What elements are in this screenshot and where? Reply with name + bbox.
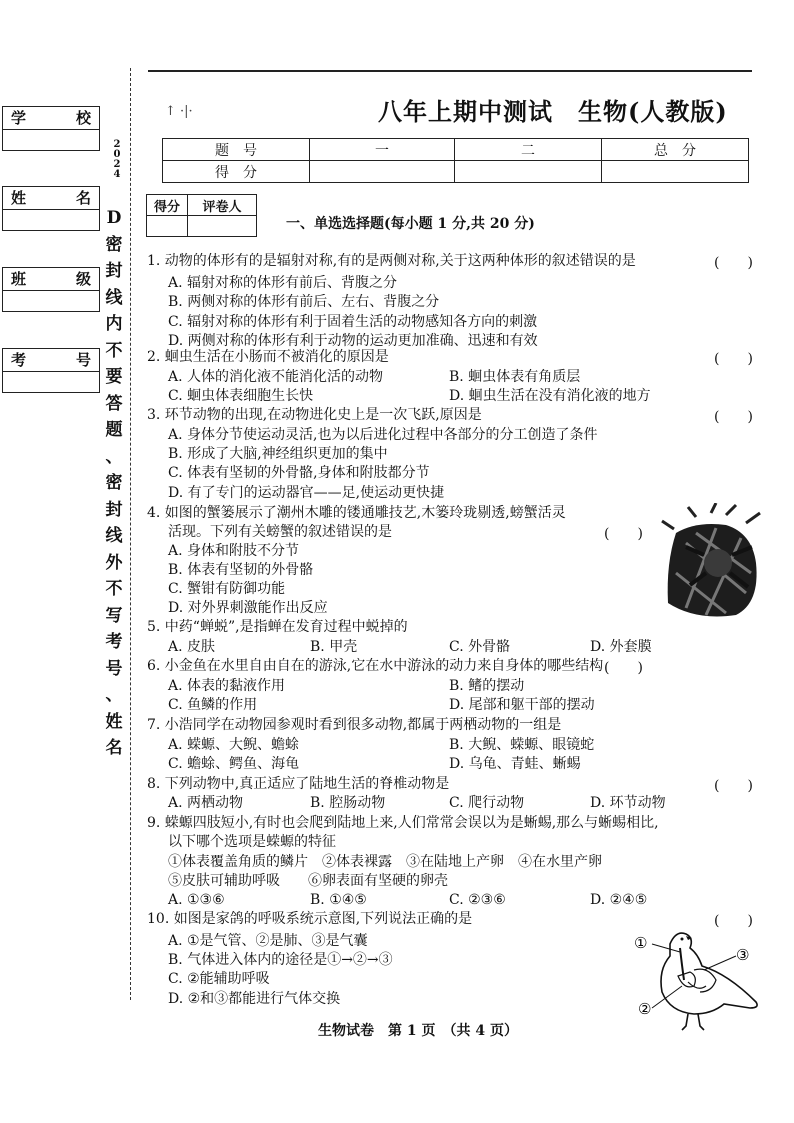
year-digit: 0 (113, 149, 121, 160)
answer-option: C. 辐射对称的体形有利于固着生活的动物感知各方向的刺激 (168, 314, 538, 330)
answer-option: ⑤皮肤可辅助呼吸 ⑥卵表面有坚硬的卵壳 (168, 873, 448, 889)
answer-option: B. 腔肠动物 (310, 795, 386, 811)
answer-option: B. 两侧对称的体形有前后、左右、背腹之分 (168, 294, 440, 310)
seal-char: 外 (105, 552, 123, 573)
seal-char: 封 (105, 261, 123, 281)
school-label-b: 校 (75, 109, 91, 127)
name-label-a: 姓 (11, 189, 27, 207)
school-field (2, 106, 100, 151)
answer-option: ①体表覆盖角质的鳞片 ②体表裸露 ③在陆地上产卵 ④在水里产卵 (168, 854, 602, 870)
seal-char: 、 (105, 685, 123, 705)
answer-option: A. 蝾螈、大鲵、蟾蜍 (168, 737, 300, 753)
question-stem: 1. 动物的体形有的是辐射对称,有的是两侧对称,关于这两种体形的叙述错误的是 (147, 253, 636, 269)
grader-score-cell[interactable] (147, 216, 188, 237)
class-label-b: 级 (75, 270, 91, 288)
seal-char: D (106, 208, 122, 228)
question-stem: 9. 蝾螈四肢短小,有时也会爬到陆地上来,人们常常会误以为是蜥蜴,那么与蜥蜴相比, (147, 815, 659, 831)
seal-char: 、 (105, 446, 123, 467)
seal-char: 密 (105, 234, 123, 255)
answer-blank[interactable]: ( ) (714, 255, 753, 271)
seal-char: 要 (105, 367, 123, 387)
answer-option: B. 鳍的摆动 (449, 678, 525, 694)
score-cell[interactable] (310, 161, 455, 183)
score-table-header: 总 分 (602, 139, 749, 161)
grader-table (146, 194, 257, 237)
header-rule (148, 70, 752, 72)
grader-name-cell[interactable] (188, 216, 257, 237)
answer-option: D. 有了专门的运动器官——足,使运动更快捷 (168, 485, 445, 501)
answer-option: D. 环节动物 (590, 795, 666, 811)
score-cell[interactable] (602, 161, 749, 183)
answer-blank[interactable]: ( ) (714, 409, 753, 425)
question-stem: 3. 环节动物的出现,在动物进化史上是一次飞跃,原因是 (147, 407, 482, 423)
answer-option: C. 蟹钳有防御功能 (168, 581, 286, 597)
page-footer: 生物试卷 第 1 页 （共 4 页） (318, 1023, 518, 1039)
score-table-row-label: 得 分 (163, 161, 310, 183)
answer-option: 以下哪个选项是蝾螈的特征 (168, 834, 336, 850)
answer-option: C. 外骨骼 (449, 639, 511, 655)
answer-option: A. 人体的消化液不能消化活的动物 (168, 369, 384, 385)
answer-option: A. 辐射对称的体形有前后、背腹之分 (168, 275, 398, 291)
answer-option: A. 体表的黏液作用 (168, 678, 286, 694)
answer-blank[interactable]: ( ) (714, 778, 753, 794)
seal-char: 密 (105, 473, 123, 493)
seal-char: 线 (105, 526, 123, 546)
question-stem: 7. 小浩同学在动物园参观时看到很多动物,都属于两栖动物的一组是 (147, 717, 562, 733)
answer-option: A. 两栖动物 (168, 795, 244, 811)
question-stem: 10. 如图是家鸽的呼吸系统示意图,下列说法正确的是 (147, 911, 473, 927)
answer-option: D. 尾部和躯干部的摆动 (449, 697, 595, 713)
answer-option: A. ①是气管、②是肺、③是气囊 (168, 933, 368, 949)
answer-option: D. 外套膜 (590, 639, 652, 655)
question-stem: 5. 中药“蝉蜕”,是指蝉在发育过程中蜕掉的 (147, 619, 408, 635)
answer-option: B. 甲壳 (310, 639, 358, 655)
label-one: ① (634, 934, 648, 952)
answer-option: A. 身体和附肢不分节 (168, 543, 300, 559)
seal-char: 写 (105, 605, 123, 626)
class-field (2, 267, 100, 312)
grader-score-label: 得分 (147, 195, 188, 216)
answer-option: C. 蟾蜍、鳄鱼、海龟 (168, 756, 300, 772)
year-digit: 2 (113, 139, 121, 150)
answer-option: C. ②③⑥ (449, 892, 506, 908)
answer-option: D. ②和③都能进行气体交换 (168, 991, 341, 1007)
section-title: 一、单选选择题(每小题 1 分,共 20 分) (286, 216, 535, 232)
answer-option: C. 鱼鳞的作用 (168, 697, 258, 713)
answer-option: D. 蛔虫生活在没有消化液的地方 (449, 388, 651, 404)
seal-char: 考 (105, 632, 123, 652)
year-vertical (112, 140, 122, 180)
exam-number-label-b: 号 (75, 351, 91, 369)
question-stem: 2. 蛔虫生活在小肠而不被消化的原因是 (147, 349, 389, 365)
score-table-header: 题 号 (163, 139, 310, 161)
question-stem: 6. 小金鱼在水里自由自在的游泳,它在水中游泳的动力来自身体的哪些结构 (147, 658, 604, 674)
seal-char: 封 (105, 499, 123, 520)
crab-basket-image (656, 503, 768, 623)
answer-option: D. ②④⑤ (590, 892, 648, 908)
name-field (2, 186, 100, 231)
answer-option: B. 大鲵、蝾螈、眼镜蛇 (449, 737, 595, 753)
exam-number-field (2, 348, 100, 393)
name-label-b: 名 (75, 189, 91, 207)
answer-option: A. 身体分节使运动灵活,也为以后进化过程中各部分的分工创造了条件 (168, 427, 598, 443)
seal-char: 线 (105, 287, 123, 308)
seal-char: 题 (105, 420, 123, 440)
class-label-a: 班 (11, 270, 27, 288)
answer-option: B. 体表有坚韧的外骨骼 (168, 562, 314, 578)
score-cell[interactable] (455, 161, 602, 183)
seal-dashed-line (130, 68, 131, 1000)
answer-blank[interactable]: ( ) (604, 526, 643, 542)
score-table (162, 138, 749, 183)
answer-option: B. 气体进入体内的途径是①→②→③ (168, 952, 393, 968)
label-two: ② (638, 1000, 652, 1018)
class-blank[interactable] (3, 291, 99, 311)
question-stem: 8. 下列动物中,真正适应了陆地生活的脊椎动物是 (147, 776, 450, 792)
seal-char: 不 (105, 579, 123, 599)
answer-option: B. 蛔虫体表有角质层 (449, 369, 581, 385)
seal-char: 姓 (105, 711, 123, 732)
answer-option: B. ①④⑤ (310, 892, 367, 908)
answer-option: C. 爬行动物 (449, 795, 525, 811)
answer-blank[interactable]: ( ) (714, 351, 753, 367)
label-three: ③ (736, 946, 750, 964)
answer-blank[interactable]: ( ) (604, 660, 643, 676)
seal-char: 内 (105, 314, 123, 334)
exam-number-blank[interactable] (3, 372, 99, 392)
corner-mark: ↑ ·|· (165, 104, 193, 119)
answer-option: C. 体表有坚韧的外骨骼,身体和附肢都分节 (168, 465, 430, 481)
school-label-a: 学 (11, 109, 27, 127)
seal-char: 名 (105, 738, 123, 758)
answer-option: B. 形成了大脑,神经组织更加的集中 (168, 446, 388, 462)
answer-option: A. ①③⑥ (168, 892, 225, 908)
score-table-header: 二 (455, 139, 602, 161)
answer-option: D. 对外界刺激能作出反应 (168, 600, 328, 616)
pigeon-respiratory-diagram (628, 926, 770, 1031)
question-stem: 4. 如图的蟹篓展示了潮州木雕的镂通雕技艺,木篓玲珑剔透,螃蟹活灵 (147, 505, 566, 521)
answer-option: C. ②能辅助呼吸 (168, 971, 270, 987)
exam-number-label-a: 考 (11, 351, 27, 369)
year-digit: 2 (113, 159, 121, 170)
grader-name-label: 评卷人 (188, 195, 257, 216)
answer-option: 活现。下列有关螃蟹的叙述错误的是 (168, 524, 392, 540)
answer-option: A. 皮肤 (168, 639, 216, 655)
answer-option: D. 乌龟、青蛙、蜥蜴 (449, 756, 581, 772)
seal-char: 答 (105, 393, 123, 414)
score-table-header: 一 (310, 139, 455, 161)
answer-blank[interactable]: ( ) (714, 913, 753, 929)
answer-option: C. 蛔虫体表细胞生长快 (168, 388, 314, 404)
exam-title: 八年上期中测试 生物(人教版) (378, 97, 728, 126)
school-blank[interactable] (3, 130, 99, 150)
name-blank[interactable] (3, 210, 99, 230)
year-digit: 4 (113, 169, 121, 180)
seal-char: 不 (105, 340, 123, 361)
seal-char: 号 (105, 658, 123, 679)
answer-option: D. 两侧对称的体形有利于动物的运动更加准确、迅速和有效 (168, 333, 538, 349)
seal-line-notice (104, 205, 124, 762)
